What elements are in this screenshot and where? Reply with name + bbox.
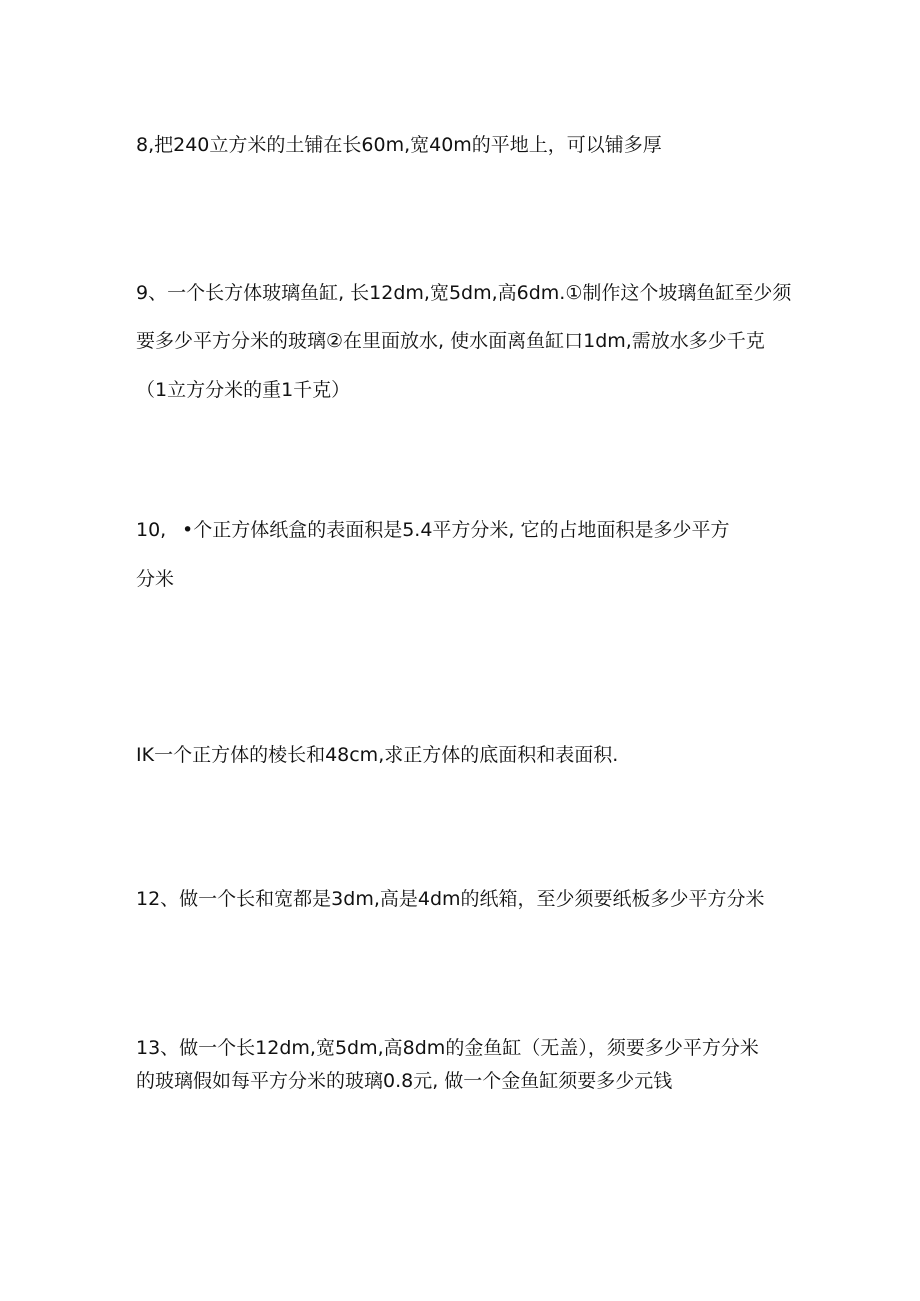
- question-9-line-1: 9、一个长方体玻璃鱼缸, 长12dm,宽5dm,高6dm.①制作这个坡璃鱼缸至少须: [136, 282, 792, 304]
- question-10-number: 10,: [136, 519, 167, 541]
- question-9-line-3: （1立方分米的重1千克）: [136, 379, 351, 401]
- question-12-line-1: 12、做一个长和宽都是3dm,高是4dm的纸箱，至少须要纸板多少平方分米: [136, 888, 765, 910]
- question-9-line-2: 要多少平方分米的玻璃②在里面放水, 使水面离鱼缸口1dm,需放水多少千克: [136, 330, 765, 352]
- question-8-line-1: 8,把240立方米的土铺在长60m,宽40m的平地上，可以铺多厚: [136, 134, 662, 156]
- question-13-line-1: 13、做一个长12dm,宽5dm,高8dm的金鱼缸（无盖），须要多少平方分米: [136, 1037, 759, 1059]
- question-13-line-2: 的玻璃假如每平方分米的玻璃0.8元, 做一个金鱼缸须要多少元钱: [136, 1070, 673, 1092]
- question-10-text: •个正方体纸盒的表面积是5.4平方分米, 它的占地面积是多少平方: [182, 519, 730, 541]
- question-10-line-1: [136, 517, 730, 543]
- question-10-line-2: 分米: [136, 568, 175, 590]
- question-11-line-1: IK一个正方体的棱长和48cm,求正方体的底面积和表面积.: [136, 744, 619, 766]
